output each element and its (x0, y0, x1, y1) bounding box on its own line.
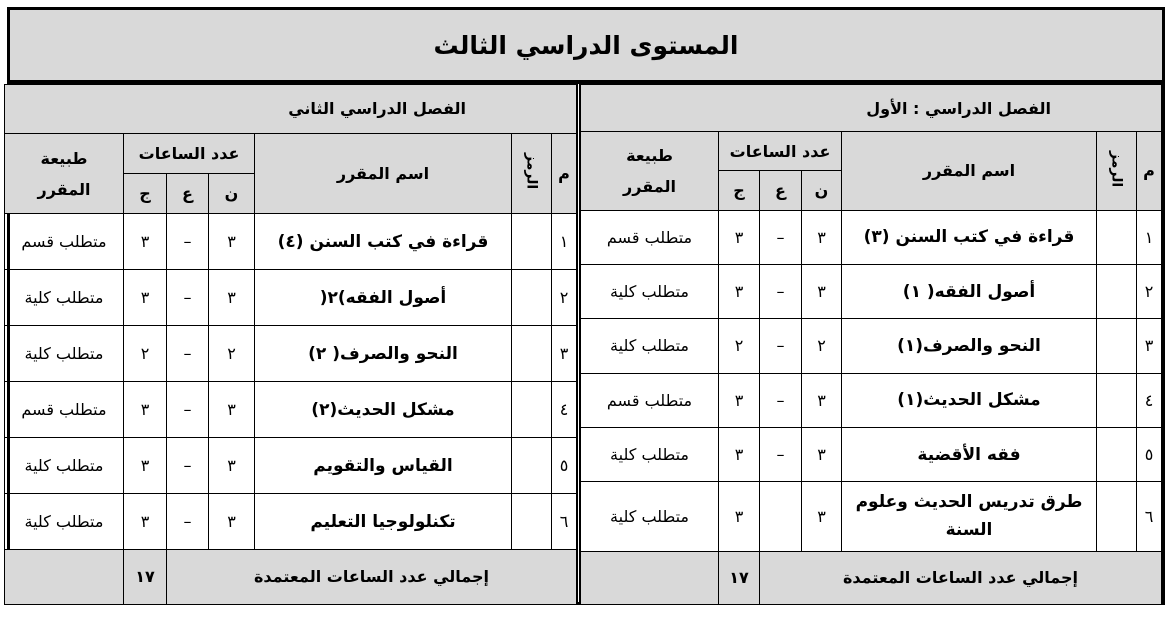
course-name: أصول الفقه)٢( (255, 270, 512, 326)
course-name: النحو والصرف(١) (842, 319, 1097, 373)
course-n: ٣ (802, 265, 842, 319)
course-num: ٦ (1137, 482, 1162, 551)
total-hours: ١٧ (719, 551, 760, 604)
course-n: ٣ (802, 373, 842, 427)
course-j: ٣ (719, 482, 760, 551)
course-j: ٣ (124, 494, 167, 550)
course-row (581, 427, 1162, 481)
total-hours: ١٧ (124, 549, 167, 604)
course-a: – (167, 494, 209, 550)
course-n: ٢ (209, 326, 255, 382)
course-a: – (167, 438, 209, 494)
course-num: ٢ (1137, 265, 1162, 319)
course-row (4, 270, 576, 326)
course-row (581, 265, 1162, 319)
course-row (4, 382, 576, 438)
course-j: ٢ (124, 326, 167, 382)
course-n: ٣ (209, 438, 255, 494)
header-course: اسم المقرر (842, 132, 1097, 210)
course-row (581, 373, 1162, 427)
course-a: – (167, 326, 209, 382)
course-code (1097, 373, 1137, 427)
course-code (512, 382, 552, 438)
course-code (512, 214, 552, 270)
course-j: ٣ (124, 382, 167, 438)
course-nature: متطلب قسم (581, 373, 719, 427)
course-j: ٣ (719, 427, 760, 481)
course-num: ٣ (552, 326, 577, 382)
course-row (581, 319, 1162, 373)
semester-second (5, 84, 580, 605)
course-num: ١ (552, 214, 577, 270)
course-name: مشكل الحديث(٢) (255, 382, 512, 438)
course-name: فقه الأقضية (842, 427, 1097, 481)
header-nature: طبيعة المقرر (581, 132, 719, 210)
course-num: ٥ (1137, 427, 1162, 481)
course-code (1097, 319, 1137, 373)
course-j: ٣ (124, 438, 167, 494)
course-j: ٢ (719, 319, 760, 373)
course-nature: متطلب كلية (581, 265, 719, 319)
total-label: إجمالي عدد الساعات المعتمدة (167, 549, 577, 604)
course-n: ٣ (209, 382, 255, 438)
course-code (512, 494, 552, 550)
course-a: – (760, 319, 802, 373)
course-n: ٢ (802, 319, 842, 373)
course-a: – (167, 382, 209, 438)
course-nature: متطلب كلية (4, 326, 123, 382)
course-num: ٣ (1137, 319, 1162, 373)
header-a: ع (167, 174, 209, 214)
course-num: ٤ (1137, 373, 1162, 427)
header-code: الرمز (512, 133, 552, 214)
header-code: الرمز (1097, 132, 1137, 210)
course-j: ٣ (124, 270, 167, 326)
course-n: ٣ (802, 427, 842, 481)
course-code (512, 270, 552, 326)
course-nature: متطلب كلية (581, 427, 719, 481)
course-n: ٣ (802, 482, 842, 551)
course-code (1097, 427, 1137, 481)
course-code (512, 438, 552, 494)
semester-first (580, 84, 1162, 605)
course-name: القياس والتقويم (255, 438, 512, 494)
course-nature: متطلب كلية (4, 494, 123, 550)
course-name: أصول الفقه( ١) (842, 265, 1097, 319)
course-name: قراءة في كتب السنن (٣) (842, 210, 1097, 264)
course-j: ٣ (124, 214, 167, 270)
total-empty (4, 549, 123, 604)
header-course: اسم المقرر (255, 133, 512, 214)
course-a: – (760, 265, 802, 319)
course-a: – (760, 427, 802, 481)
semester-title: الفصل الدراسي الثاني (4, 85, 576, 134)
course-nature: متطلب كلية (4, 438, 123, 494)
total-label: إجمالي عدد الساعات المعتمدة (760, 551, 1162, 604)
course-name: طرق تدريس الحديث وعلوم السنة (842, 482, 1097, 551)
course-code (1097, 210, 1137, 264)
course-nature: متطلب كلية (581, 319, 719, 373)
course-n: ٣ (209, 494, 255, 550)
course-name: قراءة في كتب السنن (٤) (255, 214, 512, 270)
header-j: ج (124, 174, 167, 214)
course-a: – (760, 210, 802, 264)
course-row (4, 214, 576, 270)
course-row (4, 438, 576, 494)
header-n: ن (802, 171, 842, 210)
course-num: ٥ (552, 438, 577, 494)
header-a: ع (760, 171, 802, 210)
course-a: – (760, 373, 802, 427)
level-title: المستوى الدراسي الثالث (10, 10, 1162, 84)
course-nature: متطلب قسم (4, 214, 123, 270)
header-n: ن (209, 174, 255, 214)
header-j: ج (719, 171, 760, 210)
course-num: ٢ (552, 270, 577, 326)
course-name: النحو والصرف( ٢) (255, 326, 512, 382)
course-code (512, 326, 552, 382)
course-n: ٣ (209, 214, 255, 270)
study-plan-table (7, 7, 1165, 605)
semester-title: الفصل الدراسي : الأول (581, 85, 1162, 132)
course-nature: متطلب كلية (581, 482, 719, 551)
course-j: ٣ (719, 210, 760, 264)
course-a: – (167, 270, 209, 326)
header-num: م (1137, 132, 1162, 210)
course-row (4, 494, 576, 550)
course-n: ٣ (802, 210, 842, 264)
course-j: ٣ (719, 265, 760, 319)
course-row (4, 326, 576, 382)
course-n: ٣ (209, 270, 255, 326)
course-nature: متطلب قسم (4, 382, 123, 438)
course-name: تكنلولوجيا التعليم (255, 494, 512, 550)
total-empty (581, 551, 719, 604)
course-code (1097, 482, 1137, 551)
header-hours: عدد الساعات (124, 133, 255, 173)
course-num: ١ (1137, 210, 1162, 264)
course-nature: متطلب قسم (581, 210, 719, 264)
course-row (581, 210, 1162, 264)
course-a: – (167, 214, 209, 270)
course-a (760, 482, 802, 551)
header-nature: طبيعة المقرر (4, 133, 123, 214)
course-name: مشكل الحديث(١) (842, 373, 1097, 427)
course-row (581, 482, 1162, 551)
course-code (1097, 265, 1137, 319)
course-j: ٣ (719, 373, 760, 427)
course-nature: متطلب كلية (4, 270, 123, 326)
header-hours: عدد الساعات (719, 132, 842, 171)
course-num: ٤ (552, 382, 577, 438)
course-num: ٦ (552, 494, 577, 550)
header-num: م (552, 133, 577, 214)
